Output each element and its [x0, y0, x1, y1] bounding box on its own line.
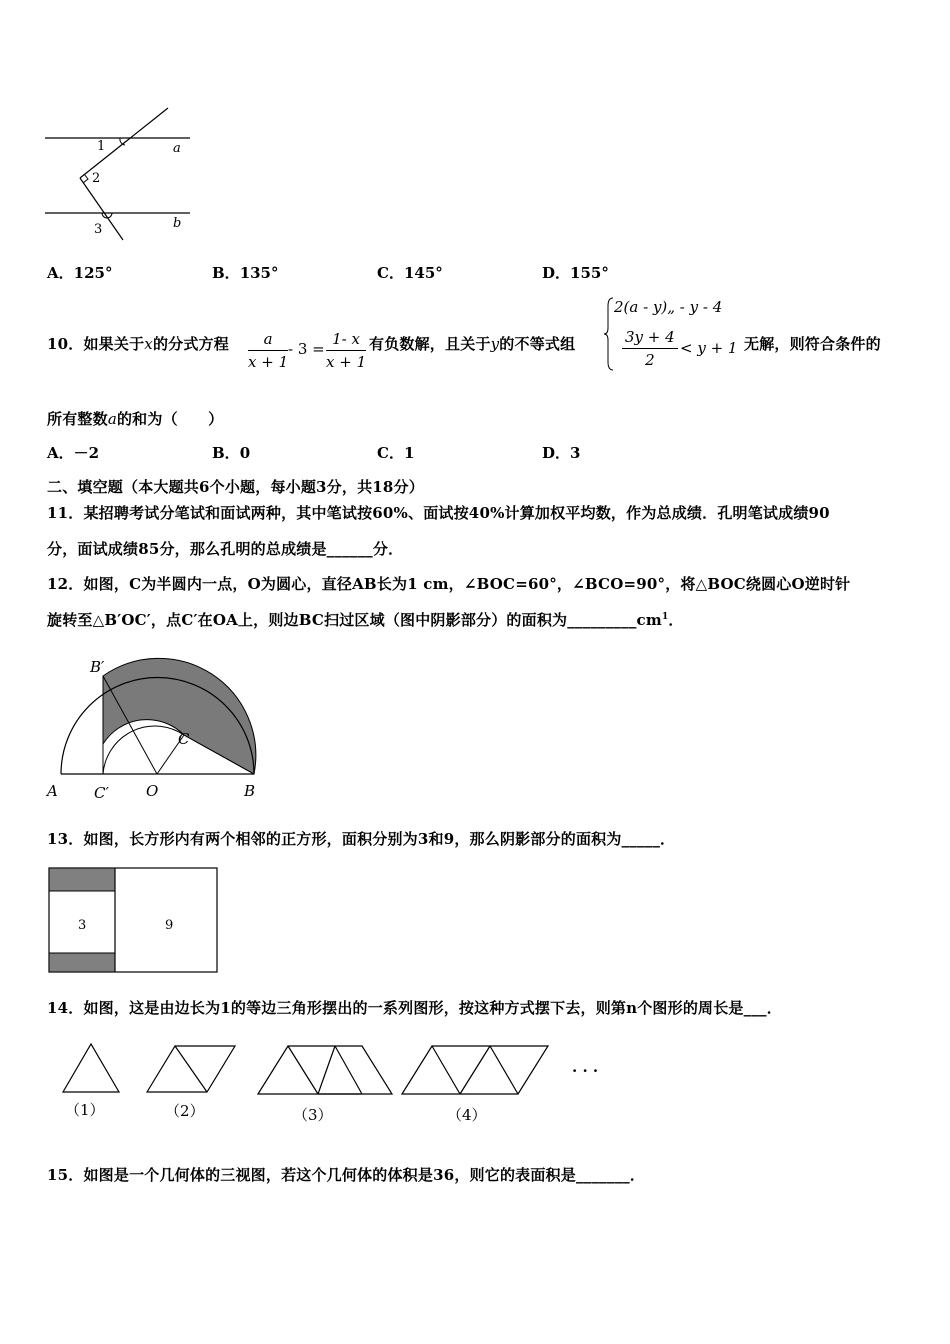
- q10-option-b: B．0: [212, 444, 251, 462]
- fig13-big-label: 9: [165, 918, 174, 933]
- q10-option-d: D．3: [542, 444, 581, 462]
- q15-text: 15．如图是一个几何体的三视图，若这个几何体的体积是36，则它的表面积是_______．: [47, 1166, 646, 1184]
- q9-option-a: A．125°: [47, 264, 113, 282]
- fig13-small-label: 3: [78, 918, 87, 933]
- q9-option-c: C．145°: [377, 264, 443, 282]
- q10-minus3: - 3 =: [288, 340, 325, 358]
- q14-text: 14．如图，这是由边长为1的等边三角形摆出的一系列图形，按这种方式摆下去，则第n个图形的周长是___．: [47, 999, 782, 1017]
- fig12-label-b: B: [244, 782, 256, 800]
- q10-frac2: $\frac{1- x}{x + 1}$: [326, 330, 367, 371]
- fig12-label-c-prime: C′: [94, 784, 109, 802]
- q12-line2: 旋转至△B′OC′，点C′在OA上，则边BC扫过区域（图中阴影部分）的面积为$\_\_\_\_\_\_\_\_\_cm^1$．: [47, 611, 684, 629]
- q11-line1: 11．某招聘考试分笔试和面试两种，其中笔试按60%、面试按40%计算加权平均数，作为总成绩．孔明笔试成绩90: [47, 504, 830, 522]
- q10-line1-mid: 有负数解，且关于y的不等式组: [369, 335, 576, 353]
- q10-ineq2-frac: $\frac{3y + 4}{2}$: [622, 326, 678, 371]
- q14-figure: [55, 1038, 615, 1133]
- q10-ineq1: 2(a - y)„ - y - 4: [614, 298, 723, 316]
- section-2-heading: 二、填空题（本大题共6个小题，每小题3分，共18分）: [47, 478, 424, 496]
- fig12-label-c: C: [178, 730, 190, 748]
- fig14-label-2: （2）: [165, 1102, 205, 1120]
- q13-figure: [47, 866, 219, 974]
- fig14-label-1: （1）: [65, 1101, 105, 1119]
- q10-ineq2-rhs: < y + 1: [680, 339, 738, 357]
- q10-option-c: C．1: [377, 444, 415, 462]
- q9-option-b: B．135°: [212, 264, 279, 282]
- fig9-label-2: 2: [92, 171, 101, 186]
- fig14-ellipsis: · · ·: [572, 1062, 599, 1080]
- q9-option-d: D．155°: [542, 264, 609, 282]
- q10-line1-end: 无解，则符合条件的: [744, 335, 881, 353]
- fig14-label-3: （3）: [293, 1106, 333, 1124]
- fig14-label-4: （4）: [447, 1106, 487, 1124]
- q11-line2: 分，面试成绩85分，那么孔明的总成绩是______分．: [47, 540, 404, 558]
- fig9-label-1: 1: [97, 139, 106, 154]
- fig9-label-3: 3: [94, 222, 103, 237]
- fig9-label-a: a: [173, 141, 181, 156]
- q12-line1: 12．如图，C为半圆内一点，O为圆心，直径AB长为1 cm，∠BOC=60°，∠BCO=90°，将△BOC绕圆心O逆时针: [47, 575, 851, 593]
- fig12-label-a: A: [47, 782, 58, 800]
- q10-option-a: A．－2: [47, 444, 100, 462]
- fig9-label-b: b: [173, 216, 182, 231]
- fig12-label-b-prime: B′: [90, 658, 105, 676]
- q10-line2: 所有整数a的和为（ ）: [47, 410, 224, 428]
- q10-line1-start: 10．如果关于x的分式方程: [47, 335, 229, 353]
- fig12-label-o: O: [146, 782, 159, 800]
- q12-figure: [42, 650, 267, 805]
- q13-text: 13．如图，长方形内有两个相邻的正方形，面积分别为3和9，那么阴影部分的面积为_____．: [47, 830, 676, 848]
- q9-figure: [40, 100, 200, 245]
- q10-frac1: $\frac{a}{x + 1}$: [248, 330, 289, 371]
